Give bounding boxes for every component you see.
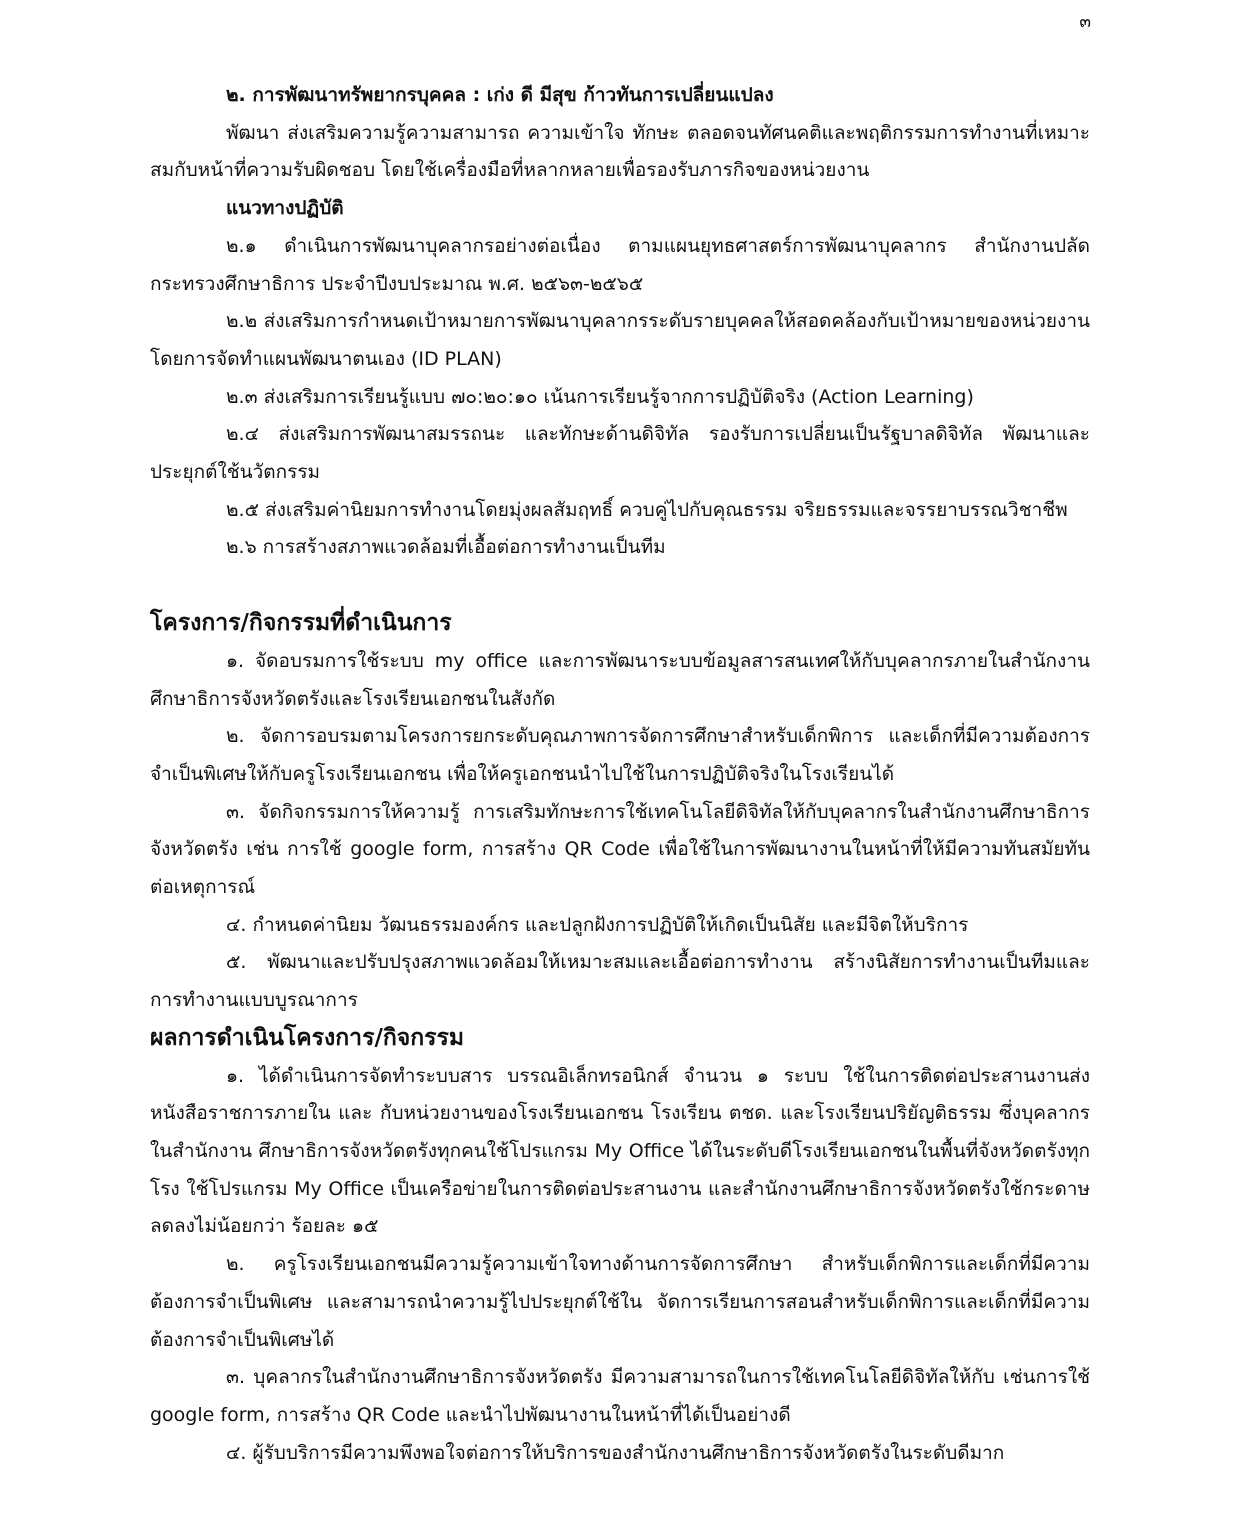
project-item: ๒. จัดการอบรมตามโครงการยกระดับคุณภาพการจัดการศึกษาสำหรับเด็กพิการ และเด็กที่มีความต้องการจำเป็นพิเศษให้กับครูโรงเรียนเอกชน เพื่อให้ครูเอกชนนำไปใช้ในการปฏิบัติจริงในโรงเรียนได้: [150, 725, 1090, 785]
document-body: [150, 77, 1090, 1472]
project-item: ๔. กำหนดค่านิยม วัฒนธรรมองค์กร และปลูกฝังการปฏิบัติให้เกิดเป็นนิสัย และมีจิตให้บริการ: [226, 913, 969, 936]
guideline-item: ๒.๖ การสร้างสภาพแวดล้อมที่เอื้อต่อการทำงานเป็นทีม: [226, 536, 666, 559]
results-heading: ผลการดำเนินโครงการ/กิจกรรม: [150, 1024, 465, 1051]
result-item: ๑. ได้ดำเนินการจัดทำระบบสาร บรรณอิเล็กทรอนิกส์ จำนวน ๑ ระบบ ใช้ในการติดต่อประสานงานส่งหนังสือราชการภายใน และ กับหน่วยงานของโรงเรียนเอกชน โรงเรียน ตชด. และโรงเรียนปริยัญติธรรม ซึ่งบุคลากรในสำนักงาน ศึกษาธิการจังหวัดตรังทุกคนใช้โปรแกรม My Office ได้ในระดับดีโรงเรียนเอกชนในพื้นที่จังหวัดตรังทุกโรง ใช้โปรแกรม My Office เป็นเครือข่ายในการติดต่อประสานงาน และสำนักงานศึกษาธิการจังหวัดตรังใช้กระดาษลดลงไม่น้อยกว่า ร้อยละ ๑๕: [150, 1064, 1090, 1238]
page-number: ๓: [1079, 12, 1091, 32]
guideline-item: ๒.๒ ส่งเสริมการกำหนดเป้าหมายการพัฒนาบุคลากรระดับรายบุคคลให้สอดคล้องกับเป้าหมายของหน่วยงาน โดยการจัดทำแผนพัฒนาตนเอง (ID PLAN): [150, 310, 1090, 370]
project-item: ๕. พัฒนาและปรับปรุงสภาพแวดล้อมให้เหมาะสมและเอื้อต่อการทำงาน สร้างนิสัยการทำงานเป็นทีมและการทำงานแบบบูรณาการ: [150, 951, 1090, 1012]
result-item: ๓. บุคลากรในสำนักงานศึกษาธิการจังหวัดตรัง มีความสามารถในการใช้เทคโนโลยีดิจิทัลให้กับ เช่นการใช้ google form, การสร้าง QR Code และนำไปพัฒนางานในหน้าที่ได้เป็นอย่างดี: [150, 1366, 1090, 1426]
guideline-item: ๒.๔ ส่งเสริมการพัฒนาสมรรถนะ และทักษะด้านดิจิทัล รองรับการเปลี่ยนเป็นรัฐบาลดิจิทัล พัฒนาและประยุกต์ใช้นวัตกรรม: [150, 423, 1090, 484]
section-intro: พัฒนา ส่งเสริมความรู้ความสามารถ ความเข้าใจ ทักษะ ตลอดจนทัศนคติและพฤติกรรมการทำงานที่เหมาะสมกับหน้าที่ความรับผิดชอบ โดยใช้เครื่องมือที่หลากหลายเพื่อรองรับภารกิจของหน่วยงาน: [150, 121, 1090, 182]
result-item: ๔. ผู้รับบริการมีความพึงพอใจต่อการให้บริการของสำนักงานศึกษาธิการจังหวัดตรังในระดับดีมาก: [226, 1441, 1005, 1464]
guideline-item: ๒.๓ ส่งเสริมการเรียนรู้แบบ ๗๐:๒๐:๑๐ เน้นการเรียนรู้จากการปฏิบัติจริง (Action Learning): [226, 385, 974, 408]
section-heading: ๒. การพัฒนาทรัพยากรบุคคล : เก่ง ดี มีสุข ก้าวทันการเปลี่ยนแปลง: [226, 84, 774, 106]
guideline-item: ๒.๑ ดำเนินการพัฒนาบุคลากรอย่างต่อเนื่อง ตามแผนยุทธศาสตร์การพัฒนาบุคลากร สำนักงานปลัดกระทรวงศึกษาธิการ ประจำปีงบประมาณ พ.ศ. ๒๕๖๓-๒๕๖๕: [150, 234, 1090, 295]
guideline-heading: แนวทางปฏิบัติ: [226, 197, 344, 220]
projects-heading: โครงการ/กิจกรรมที่ดำเนินการ: [150, 610, 452, 637]
project-item: ๓. จัดกิจกรรมการให้ความรู้ การเสริมทักษะการใช้เทคโนโลยีดิจิทัลให้กับบุคลากรในสำนักงานศึกษาธิการจังหวัดตรัง เช่น การใช้ google form, การสร้าง QR Code เพื่อใช้ในการพัฒนางานในหน้าที่ให้มีความทันสมัยทันต่อเหตุการณ์: [150, 800, 1090, 899]
guideline-item: ๒.๕ ส่งเสริมค่านิยมการทำงานโดยมุ่งผลสัมฤทธิ์ ควบคู่ไปกับคุณธรรม จริยธรรมและจรรยาบรรณวิชาชีพ: [226, 498, 1068, 521]
result-item: ๒. ครูโรงเรียนเอกชนมีความรู้ความเข้าใจทางด้านการจัดการศึกษา สำหรับเด็กพิการและเด็กที่มีความต้องการจำเป็นพิเศษ และสามารถนำความรู้ไปประยุกต์ใช้ใน จัดการเรียนการสอนสำหรับเด็กพิการและเด็กที่มีความต้องการจำเป็นพิเศษได้: [150, 1253, 1090, 1351]
section-spacer: [150, 567, 1090, 605]
project-item: ๑. จัดอบรมการใช้ระบบ my office และการพัฒนาระบบข้อมูลสารสนเทศให้กับบุคลากรภายในสำนักงานศึกษาธิการจังหวัดตรังและโรงเรียนเอกชนในสังกัด: [150, 649, 1090, 710]
